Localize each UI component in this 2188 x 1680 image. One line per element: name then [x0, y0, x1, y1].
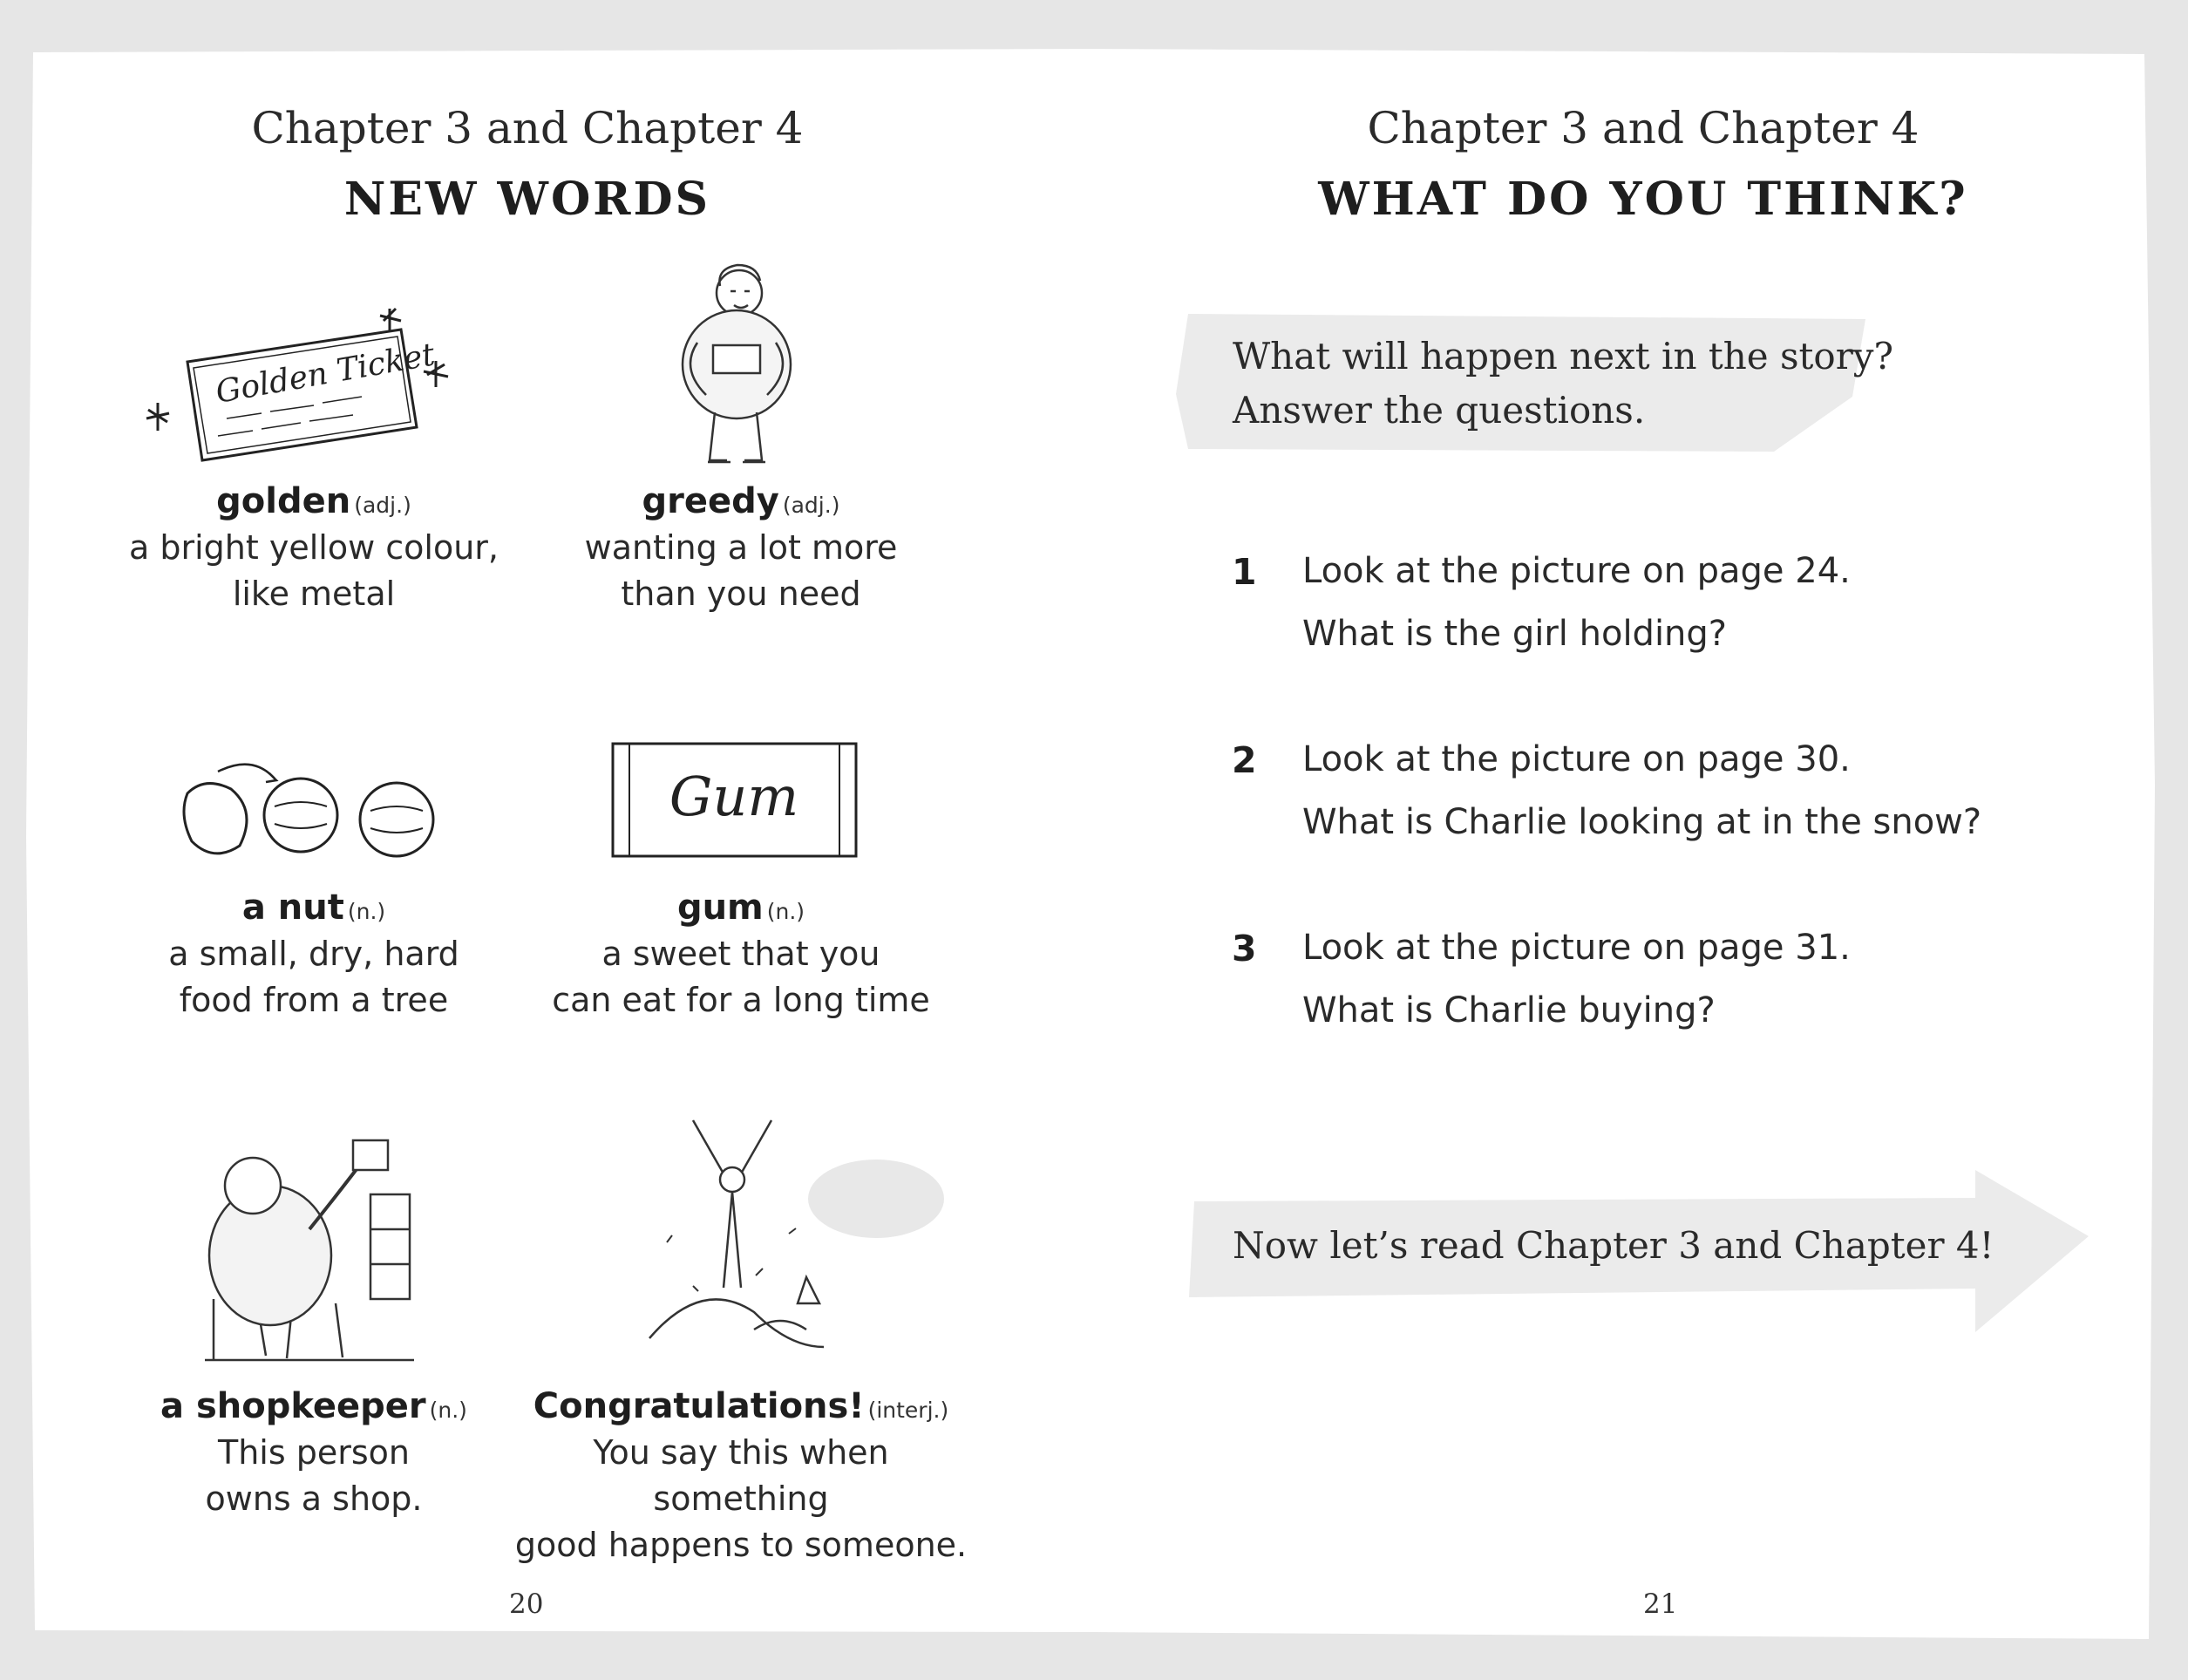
- question-line-2: What is Charlie buying?: [1302, 990, 1716, 1030]
- vocab-word: gum: [676, 888, 764, 928]
- word-card-golden: [87, 481, 540, 617]
- closing-text: Now let’s read Chapter 3 and Chapter 4!: [1233, 1224, 1994, 1267]
- vocab-word: a nut: [241, 888, 344, 928]
- word-definition: a bright yellow colour, like metal: [129, 528, 499, 613]
- part-of-speech: (adj.): [354, 493, 411, 518]
- ticket-label: Golden Ticket: [213, 337, 438, 411]
- intro-line-1: What will happen next in the story?: [1233, 335, 1894, 377]
- word-definition: wanting a lot more than you need: [584, 528, 898, 613]
- question-number: 3: [1232, 928, 1257, 969]
- gum-illustration: [610, 741, 859, 859]
- page-number: 21: [1643, 1588, 1678, 1620]
- vocab-word: greedy: [642, 481, 779, 521]
- word-card-nut: [87, 888, 540, 1024]
- vocab-word: a shopkeeper: [160, 1386, 426, 1426]
- golden-ticket-illustration: [139, 305, 471, 480]
- intro-text: [1233, 330, 1893, 438]
- word-definition: a sweet that you can eat for a long time: [552, 935, 930, 1019]
- word-definition: You say this when something good happens to someone.: [514, 1433, 968, 1564]
- intro-line-2: Answer the questions.: [1233, 389, 1646, 432]
- section-title: WHAT DO YOU THINK?: [1318, 173, 1968, 226]
- vocab-word: Congratulations!: [533, 1386, 865, 1426]
- section-title: NEW WORDS: [343, 173, 711, 226]
- part-of-speech: (interj.): [867, 1398, 949, 1423]
- shopkeeper-illustration: [187, 1125, 423, 1377]
- chapter-heading: Chapter 3 and Chapter 4: [1367, 103, 1920, 153]
- word-card-gum: [514, 888, 968, 1024]
- nut-illustration: [179, 754, 449, 867]
- word-card-greedy: [514, 481, 968, 617]
- congratulations-illustration: [615, 1112, 950, 1373]
- page-number: 20: [509, 1588, 544, 1620]
- part-of-speech: (adj.): [782, 493, 840, 518]
- question-line-1: Look at the picture on page 24.: [1302, 551, 1851, 591]
- chapter-heading: Chapter 3 and Chapter 4: [251, 103, 804, 153]
- gum-label: Gum: [669, 765, 799, 828]
- vocab-word: golden: [216, 481, 351, 521]
- question-line-2: What is the girl holding?: [1302, 614, 1728, 654]
- word-definition: a small, dry, hard food from a tree: [168, 935, 459, 1019]
- question-number: 2: [1232, 739, 1257, 781]
- word-card-congratulations: [514, 1386, 968, 1568]
- question-line-1: Look at the picture on page 31.: [1302, 928, 1851, 968]
- word-definition: This person owns a shop.: [205, 1433, 423, 1518]
- part-of-speech: (n.): [766, 899, 805, 924]
- question-number: 1: [1232, 551, 1257, 593]
- part-of-speech: (n.): [347, 899, 386, 924]
- part-of-speech: (n.): [429, 1398, 467, 1423]
- word-card-shopkeeper: [87, 1386, 540, 1522]
- greedy-boy-illustration: [663, 260, 811, 473]
- question-line-2: What is Charlie looking at in the snow?: [1302, 802, 1982, 842]
- question-line-1: Look at the picture on page 30.: [1302, 739, 1851, 779]
